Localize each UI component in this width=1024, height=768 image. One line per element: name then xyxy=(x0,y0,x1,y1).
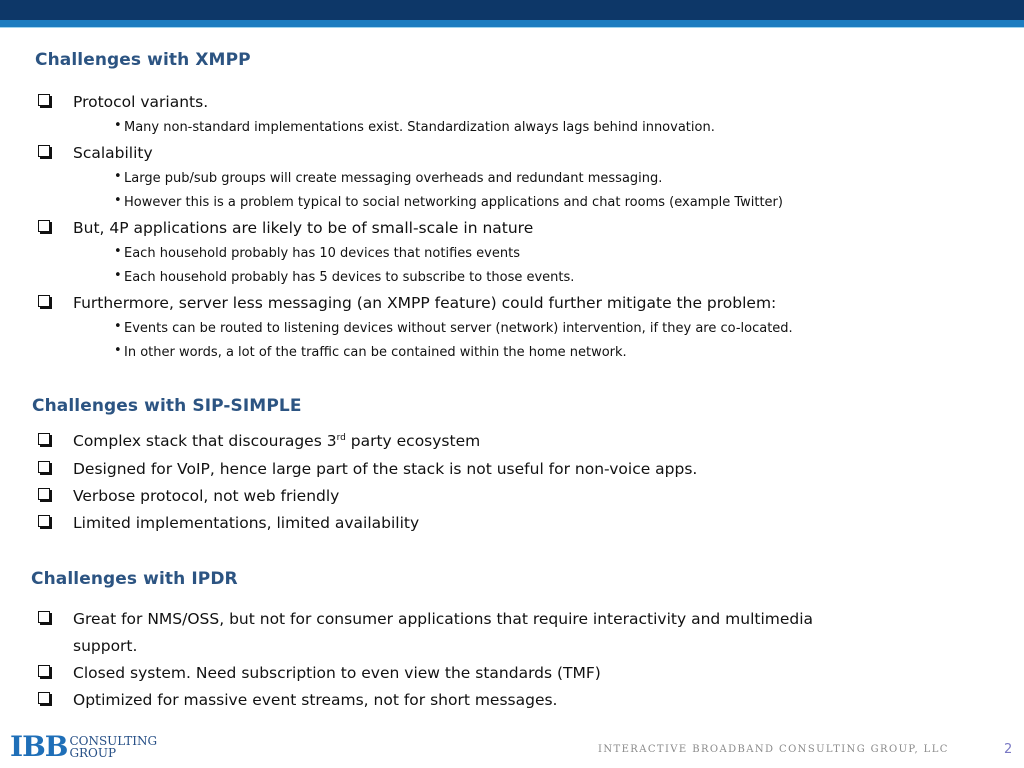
logo-mark: IBB xyxy=(10,730,68,763)
xmpp-item-1: Protocol variants. xyxy=(73,93,209,111)
xmpp-item-4-sub-1: Events can be routed to listening devices without server (network) intervention, if they are co-located. xyxy=(124,321,793,336)
bullet-icon: • xyxy=(114,193,122,208)
bullet-icon: • xyxy=(114,343,122,358)
checkbox-icon xyxy=(38,145,50,157)
xmpp-item-3: But, 4P applications are likely to be of small-scale in nature xyxy=(73,219,534,237)
footer-company-name: INTERACTIVE BROADBAND CONSULTING GROUP, LLC xyxy=(598,744,949,755)
header-band xyxy=(0,0,1024,20)
header-line xyxy=(0,27,1024,28)
header-strip xyxy=(0,20,1024,27)
superscript: rd xyxy=(336,433,346,443)
checkbox-icon xyxy=(38,515,50,527)
bullet-icon: • xyxy=(114,268,122,283)
checkbox-icon xyxy=(38,94,50,106)
xmpp-item-2: Scalability xyxy=(73,144,153,162)
xmpp-item-2-sub-1: Large pub/sub groups will create messaging overheads and redundant messaging. xyxy=(124,171,663,186)
xmpp-item-3-sub-2: Each household probably has 5 devices to subscribe to those events. xyxy=(124,270,575,285)
logo-line-1: CONSULTING xyxy=(69,734,158,748)
sip-item-4: Limited implementations, limited availability xyxy=(73,514,420,532)
ipdr-item-2: Closed system. Need subscription to even view the standards (TMF) xyxy=(73,664,601,682)
xmpp-item-2-sub-2: However this is a problem typical to social networking applications and chat rooms (example Twitter) xyxy=(124,195,783,210)
bullet-icon: • xyxy=(114,169,122,184)
sip-item-1-text-post: party ecosystem xyxy=(345,432,481,450)
checkbox-icon xyxy=(38,220,50,232)
checkbox-icon xyxy=(38,433,50,445)
ipdr-item-3: Optimized for massive event streams, not for short messages. xyxy=(73,691,558,709)
logo-wordmark xyxy=(69,735,157,759)
ipdr-item-1-line-1: Great for NMS/OSS, but not for consumer applications that require interactivity and multimedia xyxy=(73,610,814,628)
logo-line-2: GROUP xyxy=(69,746,117,760)
xmpp-item-1-sub-1: Many non-standard implementations exist. Standardization always lags behind innovation. xyxy=(124,120,715,135)
checkbox-icon xyxy=(38,461,50,473)
company-logo xyxy=(10,731,157,763)
checkbox-icon xyxy=(38,488,50,500)
section-title-xmpp: Challenges with XMPP xyxy=(35,50,251,70)
sip-item-1-text: Complex stack that discourages 3 xyxy=(73,432,337,450)
page-number: 2 xyxy=(1004,742,1013,757)
bullet-icon: • xyxy=(114,244,122,259)
checkbox-icon xyxy=(38,611,50,623)
sip-item-1 xyxy=(73,432,480,450)
bullet-icon: • xyxy=(114,118,122,133)
bullet-icon: • xyxy=(114,319,122,334)
section-title-ipdr: Challenges with IPDR xyxy=(31,569,238,589)
checkbox-icon xyxy=(38,295,50,307)
checkbox-icon xyxy=(38,692,50,704)
checkbox-icon xyxy=(38,665,50,677)
xmpp-item-3-sub-1: Each household probably has 10 devices that notifies events xyxy=(124,246,520,261)
section-title-sip-simple: Challenges with SIP-SIMPLE xyxy=(32,396,302,416)
xmpp-item-4: Furthermore, server less messaging (an XMPP feature) could further mitigate the problem: xyxy=(73,294,777,312)
sip-item-2: Designed for VoIP, hence large part of the stack is not useful for non-voice apps. xyxy=(73,460,698,478)
xmpp-item-4-sub-2: In other words, a lot of the traffic can be contained within the home network. xyxy=(124,345,627,360)
ipdr-item-1-line-2: support. xyxy=(73,637,138,655)
sip-item-3: Verbose protocol, not web friendly xyxy=(73,487,340,505)
